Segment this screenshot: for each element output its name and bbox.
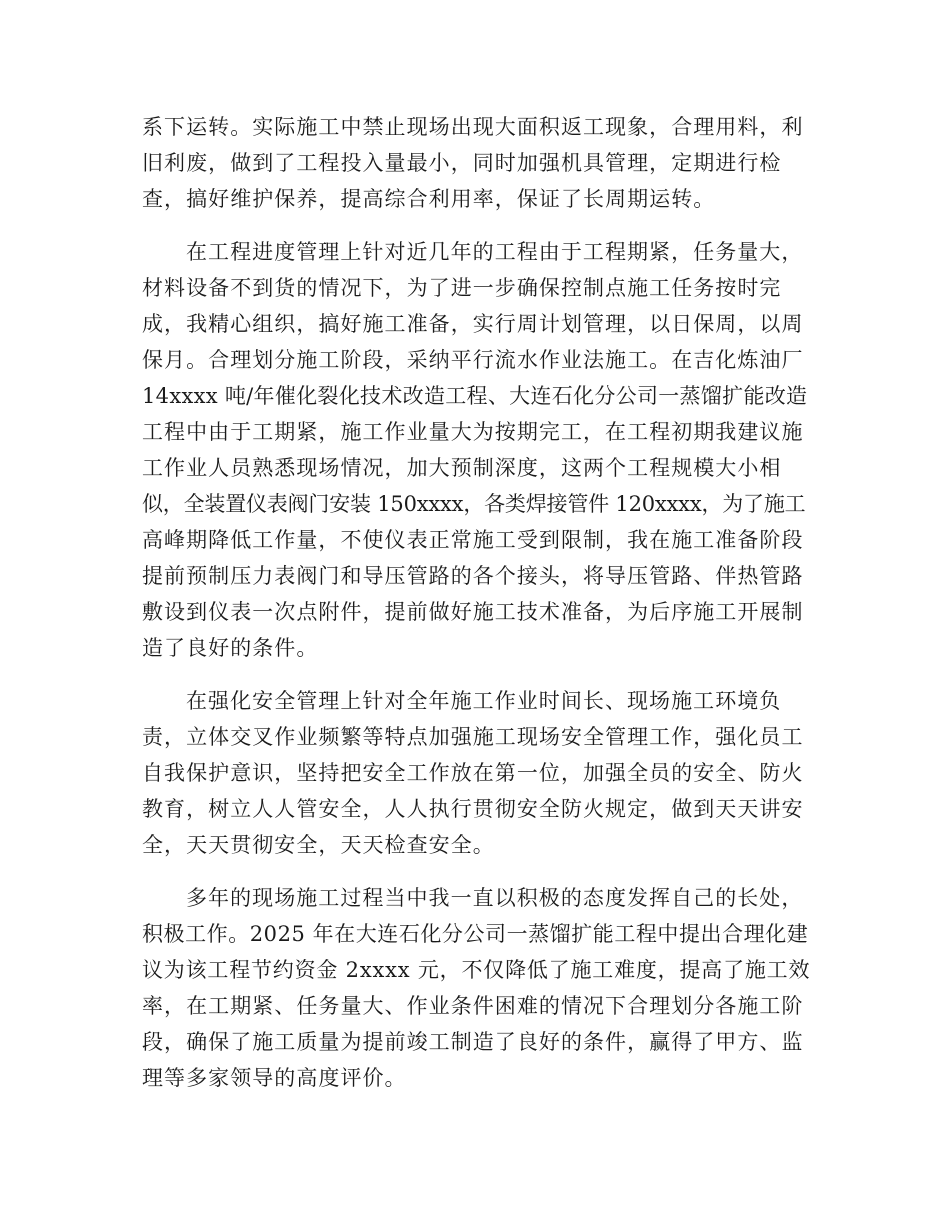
text-line: 议为该工程节约资金 2xxxx 元，不仅降低了施工难度，提高了施工效 bbox=[142, 958, 811, 982]
text-line: 段，确保了施工质量为提前竣工制造了良好的条件，赢得了甲方、监 bbox=[142, 1030, 804, 1054]
text-line: 造了良好的条件。 bbox=[142, 636, 319, 660]
text-line: 14xxxx 吨/年催化裂化技术改造工程、大连石化分公司一蒸馏扩能改造 bbox=[142, 384, 808, 408]
text-line: 理等多家领导的高度评价。 bbox=[142, 1066, 407, 1090]
text-line: 在强化安全管理上针对全年施工作业时间长、现场施工环境负 bbox=[186, 689, 782, 713]
text-line: 保月。合理划分施工阶段，采纳平行流水作业法施工。在吉化炼油厂 bbox=[142, 348, 804, 372]
text-line: 工作业人员熟悉现场情况，加大预制深度，这两个工程规模大小相 bbox=[142, 456, 782, 480]
text-line: 高峰期降低工作量，不使仪表正常施工受到限制，我在施工准备阶段 bbox=[142, 528, 804, 552]
text-line: 成，我精心组织，搞好施工准备，实行周计划管理，以日保周，以周 bbox=[142, 312, 804, 336]
text-line: 率，在工期紧、任务量大、作业条件困难的情况下合理划分各施工阶 bbox=[142, 994, 804, 1018]
text-line: 教育，树立人人管安全，人人执行贯彻安全防火规定，做到天天讲安 bbox=[142, 797, 804, 821]
text-line: 系下运转。实际施工中禁止现场出现大面积返工现象，合理用料，利 bbox=[142, 115, 804, 139]
text-line: 自我保护意识，坚持把安全工作放在第一位，加强全员的安全、防火 bbox=[142, 761, 804, 785]
text-line: 多年的现场施工过程当中我一直以积极的态度发挥自己的长处， bbox=[186, 886, 804, 910]
text-line: 材料设备不到货的情况下，为了进一步确保控制点施工任务按时完 bbox=[142, 276, 782, 300]
text-line: 似，全装置仪表阀门安装 150xxxx，各类焊接管件 120xxxx，为了施工 bbox=[142, 492, 806, 516]
text-line: 积极工作。2025 年在大连石化分公司一蒸馏扩能工程中提出合理化建 bbox=[142, 922, 809, 946]
text-line: 责，立体交叉作业频繁等特点加强施工现场安全管理工作，强化员工 bbox=[142, 725, 804, 749]
text-line: 查，搞好维护保养，提高综合利用率，保证了长周期运转。 bbox=[142, 187, 716, 211]
text-line: 敷设到仪表一次点附件，提前做好施工技术准备，为后序施工开展制 bbox=[142, 600, 804, 624]
text-line: 旧利废，做到了工程投入量最小，同时加强机具管理，定期进行检 bbox=[142, 151, 782, 175]
text-line: 工程中由于工期紧，施工作业量大为按期完工，在工程初期我建议施 bbox=[142, 420, 804, 444]
text-line: 提前预制压力表阀门和导压管路的各个接头，将导压管路、伴热管路 bbox=[142, 564, 804, 588]
text-line: 在工程进度管理上针对近几年的工程由于工程期紧，任务量大， bbox=[186, 240, 804, 264]
text-line: 全，天天贯彻安全，天天检查安全。 bbox=[142, 833, 495, 857]
